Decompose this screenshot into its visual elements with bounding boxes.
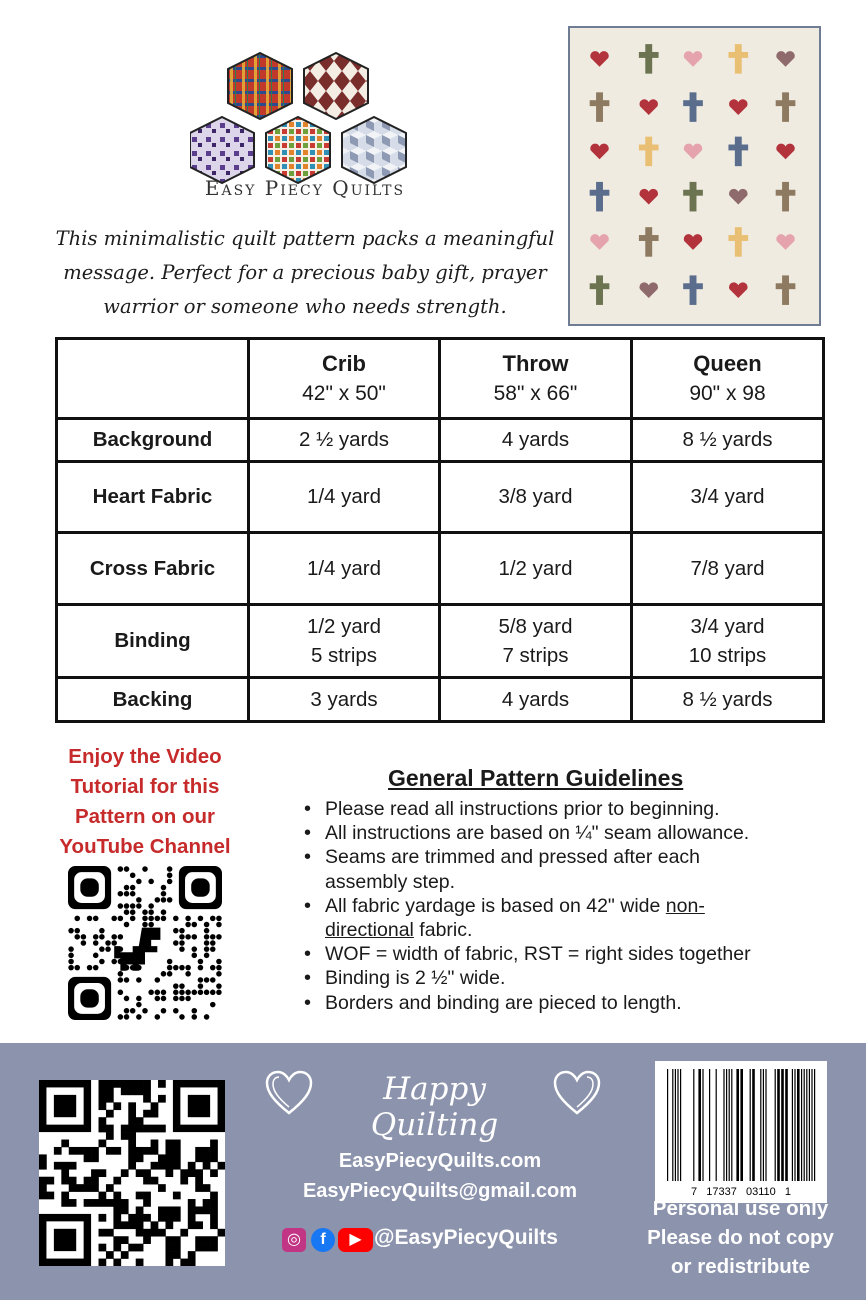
heart-block	[684, 51, 703, 67]
table-cell	[249, 605, 440, 678]
size-name: Queen	[693, 350, 762, 376]
heart-block	[729, 282, 748, 298]
heart-outline-icon	[264, 1069, 314, 1117]
cross-block	[639, 137, 659, 167]
table-row	[57, 533, 824, 605]
heart-block	[590, 51, 609, 67]
table-cell	[632, 605, 824, 678]
row-label: Backing	[57, 678, 249, 722]
list-item	[300, 942, 840, 966]
table-cell: 8 ½ yards	[632, 419, 824, 462]
table-cell: 2 ½ yards	[249, 419, 440, 462]
guideline-text-part: fabric.	[413, 919, 473, 942]
video-line: Enjoy the Video	[68, 745, 222, 768]
cross-block	[776, 182, 796, 212]
barcode	[655, 1061, 827, 1203]
notice-line: Personal use only	[652, 1197, 829, 1220]
table-cell: 1/4 yard	[249, 462, 440, 533]
intro-line: warrior or someone who needs strength.	[103, 295, 507, 318]
guidelines-title: General Pattern Guidelines	[388, 765, 684, 791]
cell-line: 10 strips	[688, 644, 767, 667]
guideline-text: • Seams are trimmed and pressed after each	[325, 846, 701, 869]
guideline-text: • Please read all instructions prior to beginning.	[325, 798, 720, 820]
table-cell: 1/2 yard	[440, 533, 632, 605]
row-label: Heart Fabric	[57, 462, 249, 533]
cell-line: 7 strips	[502, 644, 569, 667]
cross-block	[590, 275, 610, 305]
cell-line: 5 strips	[310, 644, 378, 667]
table-row	[57, 678, 824, 722]
size-dimensions: 42" x 50"	[302, 381, 386, 405]
youtube-qr-code[interactable]	[68, 866, 222, 1024]
table-cell: 7/8 yard	[632, 533, 824, 605]
heart-block	[684, 144, 703, 160]
guidelines-list	[300, 797, 840, 1015]
cross-block	[728, 44, 748, 74]
video-line: YouTube Channel	[59, 835, 231, 858]
list-item	[300, 797, 840, 821]
video-tutorial-heading	[40, 742, 250, 862]
website-link[interactable]: EasyPiecyQuilts.com	[338, 1150, 542, 1172]
guideline-text: assembly step.	[325, 870, 456, 893]
cross-block	[683, 275, 703, 305]
guideline-text	[325, 894, 840, 918]
cell-line: 5/8 yard	[498, 615, 573, 638]
table-cell: 4 yards	[440, 678, 632, 722]
table-corner-cell	[57, 339, 249, 419]
underlined-text: non-	[665, 894, 705, 917]
cross-block	[590, 182, 610, 212]
table-cell: 4 yards	[440, 419, 632, 462]
table-cell: 8 ½ yards	[632, 678, 824, 722]
table-cell: 1/4 yard	[249, 533, 440, 605]
heart-block	[684, 234, 703, 250]
usage-notice	[628, 1194, 853, 1281]
size-header-throw	[440, 339, 632, 419]
table-cell: 3/8 yard	[440, 462, 632, 533]
heart-block	[639, 189, 658, 205]
intro-line: This minimalistic quilt pattern packs a meaningful	[55, 227, 555, 250]
row-label: Cross Fabric	[57, 533, 249, 605]
cross-block	[728, 137, 748, 167]
size-header-crib	[249, 339, 440, 419]
table-row	[57, 419, 824, 462]
guideline-text	[325, 918, 840, 942]
row-label: Background	[57, 419, 249, 462]
list-item	[300, 966, 840, 990]
video-line: Pattern on our	[74, 805, 216, 828]
cross-block	[639, 44, 659, 74]
heart-block	[729, 189, 748, 205]
heart-block	[590, 144, 609, 160]
list-item	[300, 894, 840, 942]
heart-block	[639, 99, 658, 115]
guideline-text: • WOF = width of fabric, RST = right sides together	[325, 943, 751, 966]
cross-block	[683, 182, 703, 212]
size-name: Throw	[502, 350, 569, 376]
table-cell: 3/4 yard	[632, 462, 824, 533]
heart-block	[590, 234, 609, 250]
notice-line: or redistribute	[671, 1255, 810, 1278]
happy-quilting-text: Happy Quilting	[370, 1071, 499, 1143]
heart-block	[776, 144, 795, 160]
notice-line: Please do not copy	[647, 1226, 834, 1249]
heart-block	[776, 234, 795, 250]
facebook-icon[interactable]: f	[311, 1228, 335, 1252]
size-name: Crib	[322, 350, 366, 376]
email-link[interactable]: EasyPiecyQuilts@gmail.com	[302, 1180, 578, 1202]
heart-outline-icon	[552, 1069, 602, 1117]
cell-line: 3/4 yard	[690, 615, 765, 638]
list-item	[300, 991, 840, 1015]
table-row	[57, 605, 824, 678]
video-line: Tutorial for this	[70, 775, 220, 798]
barcode-bars	[667, 1069, 815, 1181]
table-cell	[440, 605, 632, 678]
cross-block	[776, 275, 796, 305]
list-item	[300, 821, 840, 845]
yardage-table	[55, 337, 825, 723]
heart-block	[729, 99, 748, 115]
youtube-icon[interactable]: ▶	[338, 1228, 373, 1252]
cross-block	[776, 92, 796, 122]
table-cell: 3 yards	[249, 678, 440, 722]
guideline-text: • All instructions are based on ¼" seam allowance.	[325, 822, 750, 845]
guideline-text: • Binding is 2 ½" wide.	[325, 967, 506, 990]
table-header-row	[57, 339, 824, 419]
heart-block	[776, 51, 795, 67]
table-row	[57, 462, 824, 533]
footer-band	[0, 1043, 866, 1300]
size-header-queen	[632, 339, 824, 419]
underlined-text: directional	[325, 919, 414, 942]
cross-block	[639, 227, 659, 257]
intro-line: message. Perfect for a precious baby gift, prayer	[63, 261, 547, 284]
cross-block	[683, 92, 703, 122]
quilt-preview-image	[568, 26, 821, 326]
instagram-icon[interactable]: ◎	[282, 1228, 306, 1252]
cross-block	[728, 227, 748, 257]
guideline-text-part: All fabric yardage is based on 42" wide	[325, 894, 666, 917]
row-label: Binding	[57, 605, 249, 678]
website-qr-code[interactable]	[39, 1080, 225, 1266]
size-dimensions: 58" x 66"	[493, 381, 578, 405]
size-dimensions: 90" x 98	[689, 381, 766, 405]
barcode-digits: 7 17337 03110 1	[690, 1186, 792, 1198]
social-handle[interactable]: @EasyPiecyQuilts	[374, 1226, 558, 1249]
happy-quilting-row	[262, 1063, 607, 1143]
logo-wordmark: Easy Piecy Quilts	[204, 176, 406, 200]
guideline-text: • Borders and binding are pieced to length.	[325, 991, 682, 1014]
cross-block	[590, 92, 610, 122]
intro-text	[40, 222, 570, 324]
list-item	[300, 845, 840, 893]
heart-block	[639, 282, 658, 298]
cell-line: 1/2 yard	[306, 615, 382, 638]
